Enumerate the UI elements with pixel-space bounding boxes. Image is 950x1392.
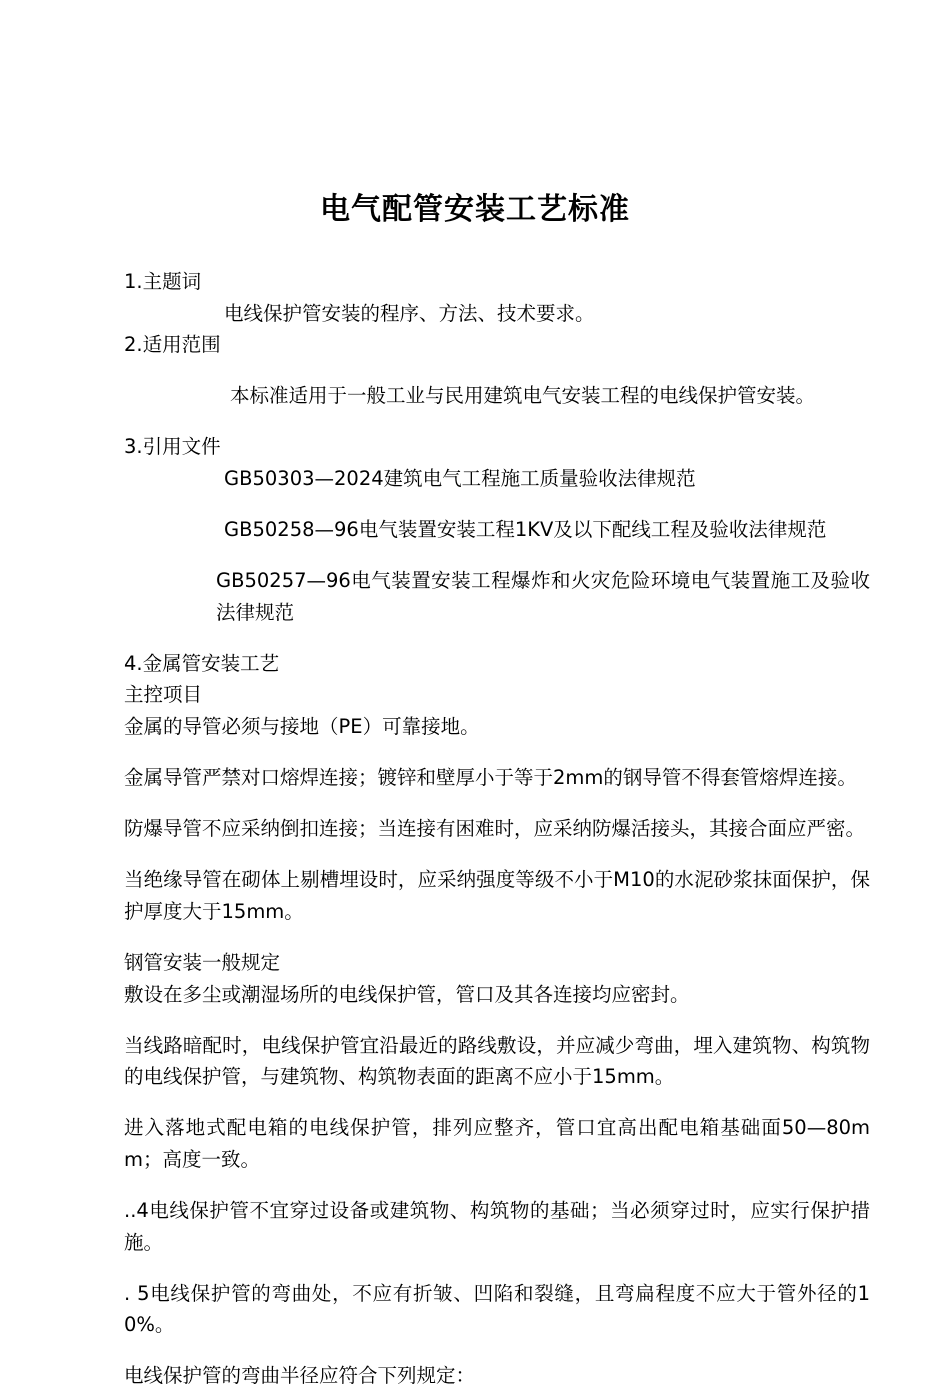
reference-gb50258: GB50258—96电气装置安装工程1KV及以下配线工程及验收法律规范 (224, 518, 827, 542)
paragraph-insulated-conduit: 当绝缘导管在砌体上剔槽埋设时，应采纳强度等级不小于M10的水泥砂浆抹面保护，保护厚度大于15mm。 (124, 868, 870, 923)
scope-text: 本标准适用于一般工业与民用建筑电气安装工程的电线保护管安装。 (230, 384, 816, 408)
subheading-general-rules: 钢管安装一般规定 (124, 951, 281, 974)
paragraph-concealed-wiring: 当线路暗配时，电线保护管宜沿最近的路线敷设，并应减少弯曲，埋入建筑物、构筑物的电线保护管，与建筑物、构筑物表面的距离不应小于15mm。 (124, 1033, 870, 1089)
paragraph-bending-radius: 电线保护管的弯曲半径应符合下列规定： (124, 1364, 476, 1388)
subheading-main-items: 主控项目 (124, 683, 203, 707)
section-heading-scope: 2.适用范围 (124, 333, 221, 357)
paragraph-explosion-proof: 防爆导管不应采纳倒扣连接；当连接有困难时，应采纳防爆活接头，其接合面应严密。 (124, 817, 866, 841)
paragraph-welding: 金属导管严禁对口熔焊连接；镀锌和壁厚小于等于2mm的钢导管不得套管熔焊连接。 (124, 766, 857, 790)
keywords-text: 电线保护管安装的程序、方法、技术要求。 (224, 301, 595, 325)
document-title: 电气配管安装工艺标准 (320, 192, 630, 227)
paragraph-bending-quality: . 5电线保护管的弯曲处，不应有折皱、凹陷和裂缝，且弯扁程度不应大于管外径的10%。 (124, 1281, 870, 1337)
reference-gb50303: GB50303—2024建筑电气工程施工质量验收法律规范 (224, 466, 696, 490)
section-heading-keywords: 1.主题词 (124, 270, 202, 293)
paragraph-grounding: 金属的导管必须与接地（PE）可靠接地。 (124, 715, 480, 739)
paragraph-foundation-crossing: ..4电线保护管不宜穿过设备或建筑物、构筑物的基础；当必须穿过时，应实行保护措施。 (124, 1199, 870, 1254)
section-heading-references: 3.引用文件 (124, 435, 221, 459)
paragraph-distribution-box: 进入落地式配电箱的电线保护管，排列应整齐，管口宜高出配电箱基础面50—80mm；高度一致。 (124, 1116, 870, 1171)
section-heading-metal-conduit: 4.金属管安装工艺 (124, 651, 280, 675)
paragraph-sealing: 敷设在多尘或潮湿场所的电线保护管，管口及其各连接均应密封。 (124, 982, 690, 1006)
reference-gb50257: GB50257—96电气装置安装工程爆炸和火灾危险环境电气装置施工及验收法律规范 (216, 569, 870, 624)
document-body (124, 266, 870, 1392)
